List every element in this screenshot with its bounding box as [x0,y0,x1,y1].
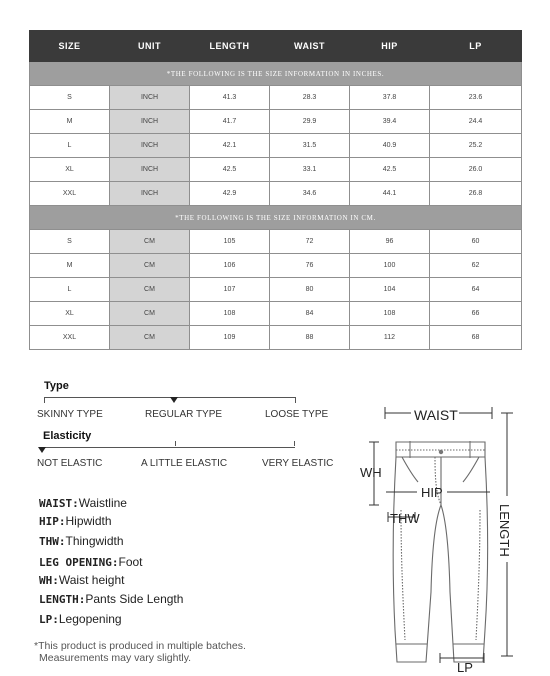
cell: 42.5 [190,158,270,182]
cell: L [30,134,110,158]
elasticity-scale-line [39,447,295,448]
legend-key: LP: [39,613,59,626]
cell: CM [110,326,190,350]
cell: 28.3 [270,86,350,110]
header-length: LENGTH [190,31,270,62]
cell: 80 [270,278,350,302]
cell: M [30,254,110,278]
cell: 42.5 [350,158,430,182]
cell: 25.2 [430,134,522,158]
inch-note-row [30,62,522,86]
cell: 41.3 [190,86,270,110]
cell: INCH [110,182,190,206]
footnote-line-1: *This product is produced in multiple batches. [34,640,246,652]
cell: M [30,110,110,134]
legend-item [39,612,122,626]
cell: 68 [430,326,522,350]
elasticity-option-not: NOT ELASTIC [37,458,103,469]
cell: 37.8 [350,86,430,110]
cell: CM [110,254,190,278]
diagram-lp-label: LP [457,660,473,675]
cell: S [30,230,110,254]
cell: L [30,278,110,302]
type-title: Type [44,380,69,392]
cell: 105 [190,230,270,254]
cell: 112 [350,326,430,350]
type-option-loose: LOOSE TYPE [265,409,329,420]
cell: 40.9 [350,134,430,158]
cell: INCH [110,134,190,158]
tick [175,441,176,446]
cell: 34.6 [270,182,350,206]
header-size: SIZE [30,31,110,62]
cell: 23.6 [430,86,522,110]
cell: 39.4 [350,110,430,134]
legend-item [39,573,124,587]
cell: 96 [350,230,430,254]
cell: 64 [430,278,522,302]
cm-note-row [30,206,522,230]
cell: INCH [110,110,190,134]
cell: 108 [190,302,270,326]
tick [44,398,45,403]
type-selected-marker-icon [170,397,178,403]
diagram-thw-label: THW [390,511,420,526]
cell: 100 [350,254,430,278]
cell: S [30,86,110,110]
tick [295,398,296,403]
header-hip: HIP [350,31,430,62]
cell: XL [30,302,110,326]
table-row [30,302,522,326]
cell: 24.4 [430,110,522,134]
cell: 88 [270,326,350,350]
table-row [30,278,522,302]
legend-value: Waistline [78,496,127,510]
footnote-line-2: Measurements may vary slightly. [39,652,192,664]
table-row [30,230,522,254]
legend-key: LENGTH: [39,593,86,606]
cell: 84 [270,302,350,326]
cell: 66 [430,302,522,326]
legend-key: LEG OPENING: [39,556,119,569]
size-table [29,30,522,350]
cell: 109 [190,326,270,350]
cell: CM [110,302,190,326]
inch-note: *THE FOLLOWING IS THE SIZE INFORMATION IN INCHES. [30,62,522,86]
cell: 26.8 [430,182,522,206]
diagram-wh-label: WH [360,465,382,480]
cell: 107 [190,278,270,302]
legend-value: Legopening [58,612,122,626]
cell: 44.1 [350,182,430,206]
pants-diagram [355,400,535,676]
belt-loops-icon [410,441,470,458]
cell: 72 [270,230,350,254]
table-row [30,182,522,206]
legend-value: Waist height [58,573,125,587]
cell: 106 [190,254,270,278]
cell: 26.0 [430,158,522,182]
legend-value: Pants Side Length [85,592,184,606]
legend-key: WAIST: [39,497,79,510]
cell: CM [110,278,190,302]
legend-key: WH: [39,574,59,587]
elasticity-title: Elasticity [43,430,92,442]
cell: 42.1 [190,134,270,158]
diagram-waist-label: WAIST [414,407,458,423]
legend-item [39,555,143,569]
cell: CM [110,230,190,254]
legend-item [39,514,112,528]
table-row [30,134,522,158]
table-header-row [30,31,522,62]
table-row [30,86,522,110]
legend-value: Hipwidth [65,514,112,528]
header-lp: LP [430,31,522,62]
cell: 108 [350,302,430,326]
cell: 60 [430,230,522,254]
cell: XXL [30,326,110,350]
button-icon [439,450,443,454]
legend-value: Thingwidth [65,534,124,548]
table-row [30,326,522,350]
cell: 41.7 [190,110,270,134]
cell: 42.9 [190,182,270,206]
legend-item [39,496,127,510]
table-row [30,110,522,134]
table-row [30,254,522,278]
cell: 104 [350,278,430,302]
type-option-regular: REGULAR TYPE [145,409,223,420]
header-waist: WAIST [270,31,350,62]
cell: XL [30,158,110,182]
cell: INCH [110,158,190,182]
cell: 31.5 [270,134,350,158]
table-row [30,158,522,182]
type-option-skinny: SKINNY TYPE [37,409,103,420]
elasticity-option-little: A LITTLE ELASTIC [141,458,228,469]
cell: 29.9 [270,110,350,134]
diagram-length-label: LENGTH [497,504,512,557]
legend-key: HIP: [39,515,66,528]
cell: XXL [30,182,110,206]
cell: INCH [110,86,190,110]
legend-item [39,534,124,548]
legend-item [39,592,183,606]
elasticity-option-very: VERY ELASTIC [262,458,334,469]
legend-key: THW: [39,535,66,548]
cm-note: *THE FOLLOWING IS THE SIZE INFORMATION IN CM. [30,206,522,230]
header-unit: UNIT [110,31,190,62]
cell: 33.1 [270,158,350,182]
elasticity-selected-marker-icon [38,447,46,453]
legend-value: Foot [118,555,143,569]
cell: 76 [270,254,350,278]
pants-outline-icon [393,442,487,662]
diagram-hip-label: HIP [421,485,443,500]
cell: 62 [430,254,522,278]
tick [294,441,295,446]
